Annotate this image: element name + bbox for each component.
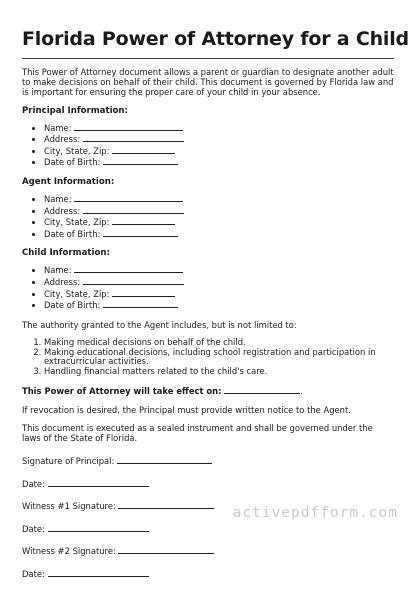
witness1-date-row[interactable]: Date:	[22, 523, 394, 534]
witness1-signature-row[interactable]: Witness #1 Signature:	[22, 500, 394, 511]
effective-date-row[interactable]: This Power of Attorney will take effect on: .	[22, 386, 303, 397]
principal-address-field[interactable]: • Address:	[44, 133, 394, 145]
principal-city-field[interactable]: • City, State, Zip:	[44, 145, 394, 157]
execution-paragraph: This document is executed as a sealed instrument and shall be governed under the laws of the State of Florida.	[22, 422, 373, 443]
authority-list	[22, 338, 394, 376]
watermark: activepdfform.com	[232, 505, 398, 521]
child-address-field[interactable]: • Address:	[44, 276, 394, 288]
principal-heading: Principal Information:	[22, 105, 128, 116]
witness2-signature-row[interactable]: Witness #2 Signature:	[22, 545, 394, 556]
child-dob-field[interactable]: • Date of Birth:	[44, 299, 394, 311]
authority-intro: The authority granted to the Agent includes, but is not limited to:	[22, 319, 297, 330]
authority-item: 1. Making medical decisions on behalf of the child.	[44, 338, 394, 348]
revocation-paragraph: If revocation is desired, the Principal must provide written notice to the Agent.	[22, 404, 351, 415]
principal-date-row[interactable]: Date:	[22, 478, 394, 489]
effective-date-label: This Power of Attorney will take effect on:	[22, 386, 222, 397]
principal-signature-row[interactable]: Signature of Principal:	[22, 455, 394, 466]
title-divider	[22, 58, 394, 59]
child-heading: Child Information:	[22, 248, 110, 259]
principal-dob-field[interactable]: • Date of Birth:	[44, 156, 394, 168]
agent-city-field[interactable]: • City, State, Zip:	[44, 216, 394, 228]
intro-paragraph: This Power of Attorney document allows a parent or guardian to designate another adult to make decisions on behalf of their child. This document is governed by Florida law and is important for ensuring the proper care of your child in your absence.	[22, 67, 394, 98]
agent-address-field[interactable]: • Address:	[44, 205, 394, 217]
agent-fields	[22, 193, 394, 239]
agent-name-field[interactable]: • Name:	[44, 193, 394, 205]
child-city-field[interactable]: • City, State, Zip:	[44, 288, 394, 300]
witness2-date-row[interactable]: Date:	[22, 568, 394, 579]
agent-heading: Agent Information:	[22, 176, 115, 187]
child-name-field[interactable]: • Name:	[44, 264, 394, 276]
document-title: Florida Power of Attorney for a Child	[22, 28, 409, 50]
principal-fields	[22, 122, 394, 168]
authority-item: 3. Handling financial matters related to the child's care.	[44, 367, 394, 377]
agent-dob-field[interactable]: • Date of Birth:	[44, 228, 394, 240]
authority-item: 2. Making educational decisions, including school registration and participation in extracurricular activities.	[44, 348, 394, 367]
principal-name-field[interactable]: • Name:	[44, 122, 394, 134]
child-fields	[22, 264, 394, 310]
